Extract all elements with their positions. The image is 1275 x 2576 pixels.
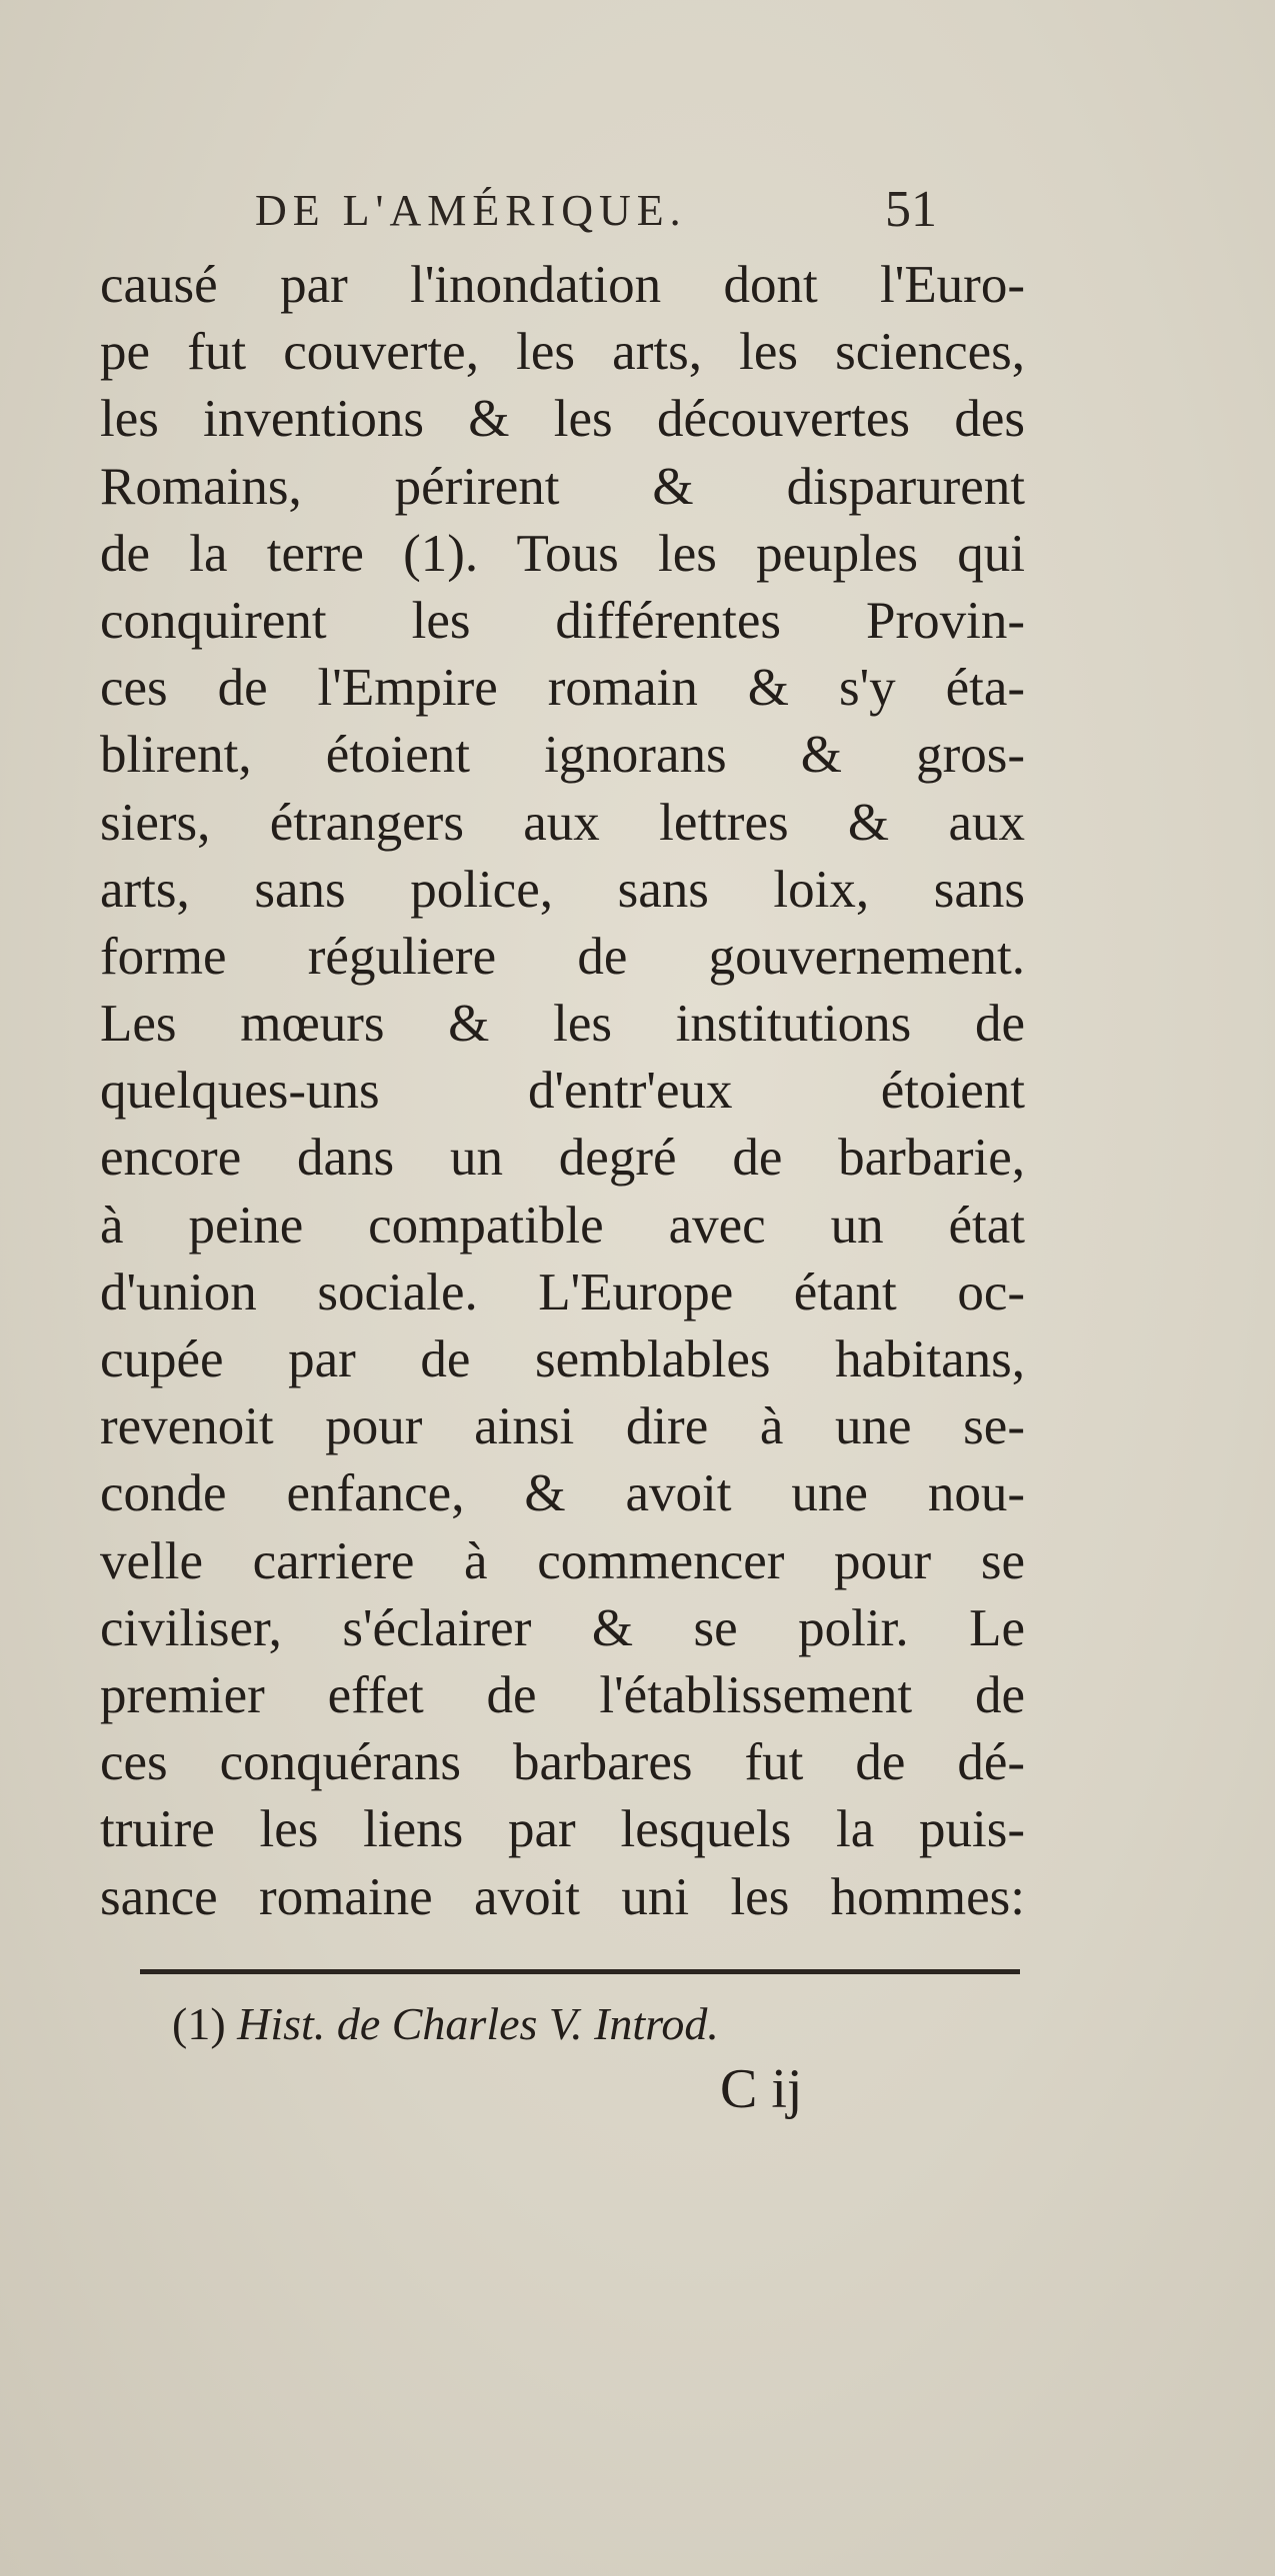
text-line: de la terre (1). Tous les peuples qui	[100, 524, 1025, 583]
text-line: encore dans un degré de barbarie,	[100, 1129, 1025, 1188]
running-head	[230, 180, 1030, 250]
footnote-text: Hist. de Charles V. Introd.	[237, 1998, 719, 2049]
text-line: arts, sans police, sans loix, sans	[100, 860, 1025, 919]
text-line: Romains, périrent & disparurent	[100, 457, 1025, 516]
signature-mark: C ij	[720, 2058, 803, 2120]
running-title: DE L'AMÉRIQUE.	[255, 186, 687, 235]
text-line: quelques-uns d'entr'eux étoient	[100, 1062, 1025, 1121]
text-line: blirent, étoient ignorans & gros-	[100, 726, 1025, 785]
text-line: à peine compatible avec un état	[100, 1196, 1025, 1255]
body-text	[100, 252, 1025, 1931]
text-line: Les mœurs & les institutions de	[100, 995, 1025, 1054]
text-line: ces conquérans barbares fut de dé-	[100, 1733, 1025, 1792]
text-line: causé par l'inondation dont l'Euro-	[100, 256, 1025, 314]
text-line: conquirent les différentes Provin-	[100, 591, 1025, 650]
text-line: ces de l'Empire romain & s'y éta-	[100, 659, 1025, 718]
text-line: premier effet de l'établissement de	[100, 1665, 1025, 1724]
text-line: siers, étrangers aux lettres & aux	[100, 793, 1025, 852]
text-line: truire les liens par lesquels la puis-	[100, 1800, 1025, 1859]
footnote-rule	[140, 1969, 1020, 1974]
text-line: civiliser, s'éclairer & se polir. Le	[100, 1598, 1025, 1657]
text-line: d'union sociale. L'Europe étant oc-	[100, 1263, 1025, 1321]
page-number: 51	[885, 181, 937, 238]
footnote-marker: (1)	[172, 1998, 226, 2049]
text-line: pe fut couverte, les arts, les sciences,	[100, 323, 1025, 382]
text-line: forme réguliere de gouvernement.	[100, 927, 1025, 986]
text-line: revenoit pour ainsi dire à une se-	[100, 1397, 1025, 1456]
text-line: velle carriere à commencer pour se	[100, 1531, 1025, 1590]
text-line: les inventions & les découvertes des	[100, 390, 1025, 449]
footnote	[172, 1997, 719, 2050]
text-line: conde enfance, & avoit une nou-	[100, 1464, 1025, 1523]
text-line: sance romaine avoit uni les hommes:	[100, 1867, 1025, 1926]
text-line: cupée par de semblables habitans,	[100, 1330, 1025, 1388]
